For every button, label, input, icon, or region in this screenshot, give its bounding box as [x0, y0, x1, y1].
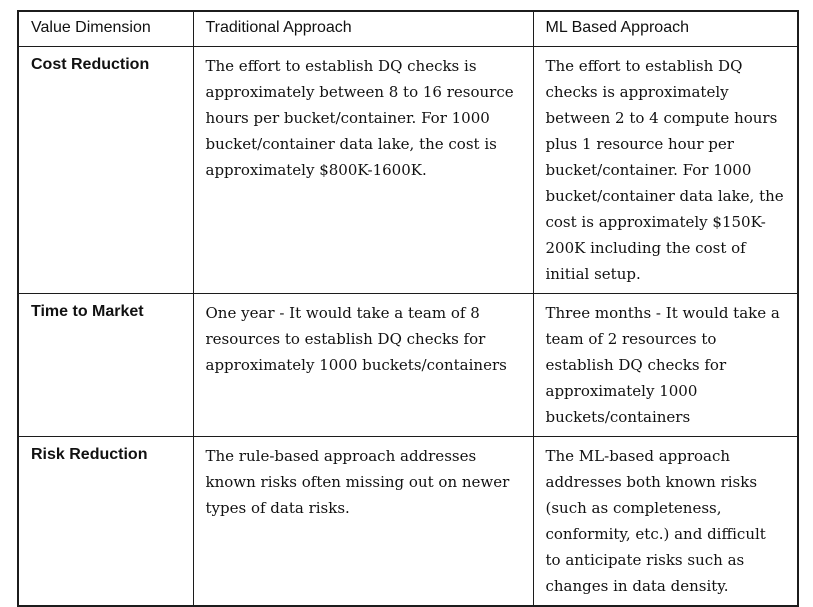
cell-risk-reduction-ml-based: The ML-based approach addresses both known risks (such as completeness, conformity, etc.) and difficult to anticipate risks such as changes in data density. — [533, 436, 798, 606]
table-row-risk-reduction — [18, 436, 798, 606]
table-row-time-to-market — [18, 293, 798, 436]
header-ml-based-approach: ML Based Approach — [533, 11, 798, 46]
row-label-cost-reduction: Cost Reduction — [18, 46, 193, 293]
cell-risk-reduction-traditional: The rule-based approach addresses known risks often missing out on newer types of data risks. — [193, 436, 533, 606]
header-row — [18, 11, 798, 46]
cell-cost-reduction-traditional: The effort to establish DQ checks is approximately between 8 to 16 resource hours per bucket/container. For 1000 bucket/container data lake, the cost is approximately $800K-1600K. — [193, 46, 533, 293]
table-row-cost-reduction — [18, 46, 798, 293]
value-dimension-comparison-table — [17, 10, 799, 607]
cell-time-to-market-traditional: One year - It would take a team of 8 resources to establish DQ checks for approximately 1000 buckets/containers — [193, 293, 533, 436]
row-label-time-to-market: Time to Market — [18, 293, 193, 436]
header-traditional-approach: Traditional Approach — [193, 11, 533, 46]
cell-cost-reduction-ml-based: The effort to establish DQ checks is approximately between 2 to 4 compute hours plus 1 resource hour per bucket/container. For 1000 bucket/container data lake, the cost is approximately $150K-200K including the cost of initial setup. — [533, 46, 798, 293]
header-value-dimension: Value Dimension — [18, 11, 193, 46]
row-label-risk-reduction: Risk Reduction — [18, 436, 193, 606]
cell-time-to-market-ml-based: Three months - It would take a team of 2 resources to establish DQ checks for approximately 1000 buckets/containers — [533, 293, 798, 436]
